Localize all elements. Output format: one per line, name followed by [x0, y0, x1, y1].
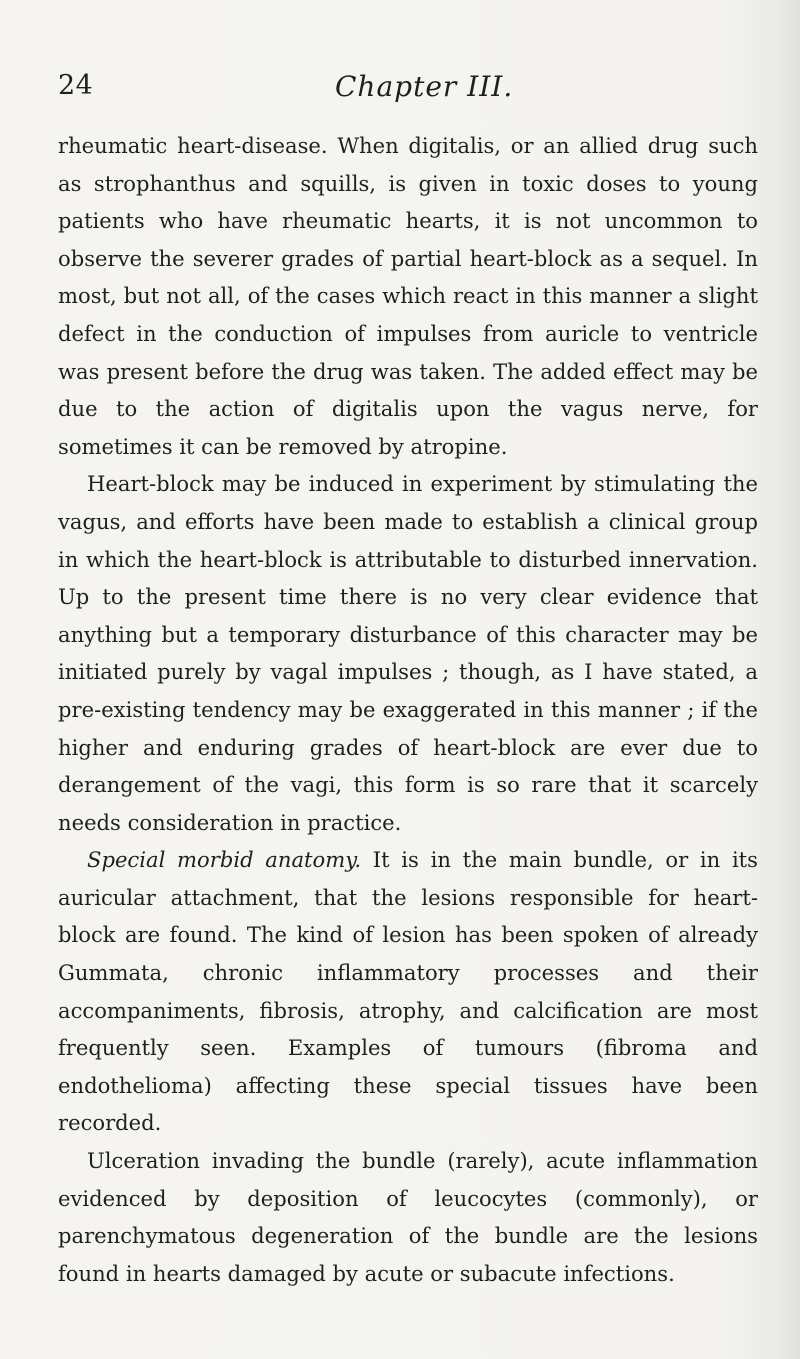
chapter-title: Chapter III. [335, 70, 514, 103]
paragraph-continuation: rheumatic heart-disease. When digitalis, or an allied drug such as strophanthus and squills, is given in toxic doses to young patients who have rheumatic hearts, it is not uncommon to observe the severer grades of partial heart-block as a sequel. In most, but not all, of the cases which react in this manner a slight defect in the conduction of impulses from auricle to ventricle was present before the drug was taken. The added effect may be due to the action of digitalis upon the vagus nerve, for sometimes it can be removed by atropine. [58, 133, 758, 459]
page-header [58, 70, 514, 120]
paragraph-heart-block-vagus: Heart-block may be induced in experiment by stimulating the vagus, and efforts have been made to establish a clinical group in which the heart-block is attributable to disturbed innervation. Up to the present time there is no very clear evidence that anything but a temporary disturbance of this character may be initiated purely by vagal impulses ; though, as I have stated, a pre-existing tendency may be exaggerated in this manner ; if the higher and enduring grades of heart-block are ever due to derangement of the vagi, this form is so rare that it scarcely needs consideration in practice. [58, 471, 758, 835]
section-heading-special-morbid-anatomy: Special morbid anatomy. [87, 847, 362, 873]
paragraph-ulceration: Ulceration invading the bundle (rarely), acute inflammation evidenced by deposition of leucocytes (commonly), or parenchymatous degeneration of the bundle are the lesions found in hearts damaged by acute or subacute infections. [58, 1148, 758, 1286]
paragraph-morbid-anatomy [58, 841, 758, 1142]
paragraph-morbid-anatomy-text: It is in the main bundle, or in its auricular attachment, that the lesions responsible for heart-block are found. The kind of lesion has been spoken of already Gummata, chronic inflammatory processes and their accompaniments, fibrosis, atrophy, and calcification are most frequently seen. Examples of tumours (fibroma and endothelioma) affecting these special tissues have been recorded. [58, 847, 758, 1136]
page-number: 24 [58, 70, 94, 101]
body-text [58, 127, 758, 1292]
